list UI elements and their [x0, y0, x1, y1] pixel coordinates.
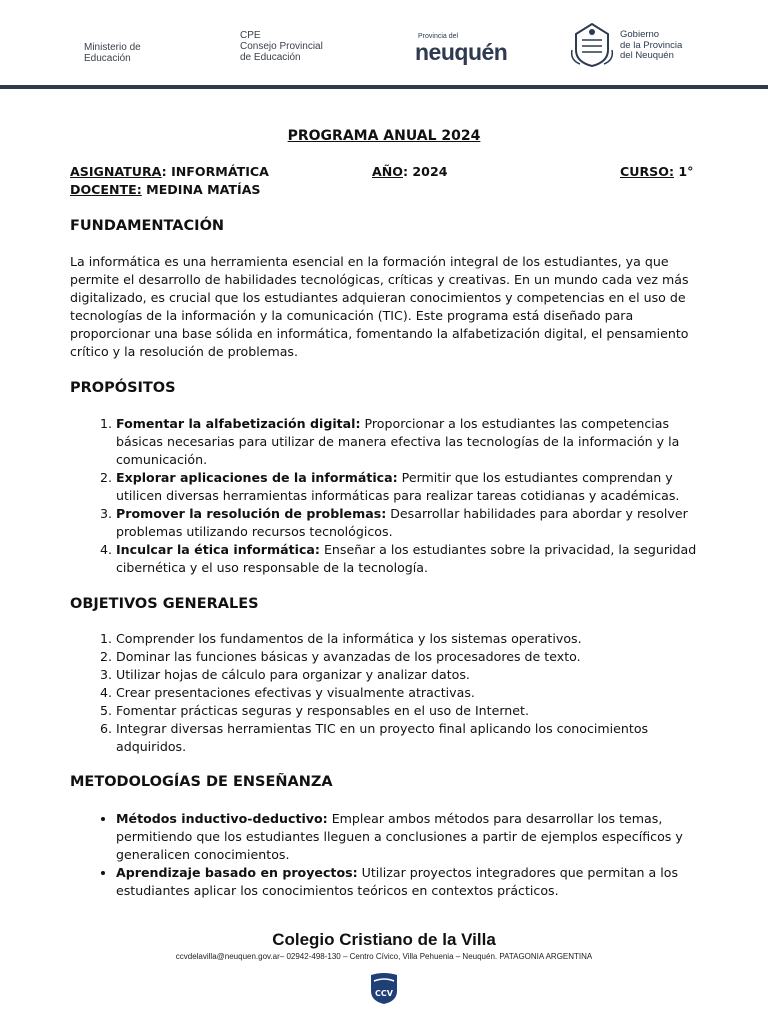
item-text: Proporcionar a los estudiantes las competencias básicas necesarias para utilizar de manera efectiva las tecnologías de la información y la comunicación.	[116, 416, 680, 467]
metodologias-list	[70, 810, 698, 900]
fundamentacion-heading: FUNDAMENTACIÓN	[70, 218, 225, 234]
ministerio-logo	[84, 42, 141, 64]
asignatura	[70, 163, 269, 181]
curso-label: CURSO:	[620, 164, 674, 179]
anio-label: AÑO	[372, 164, 403, 179]
propositos-list	[70, 415, 698, 577]
document-title: PROGRAMA ANUAL 2024	[287, 128, 481, 144]
anio-value: : 2024	[403, 164, 448, 179]
cpe-logo	[240, 30, 323, 63]
ministerio-line-2: Educación	[84, 53, 131, 64]
asignatura-value: : INFORMÁTICA	[161, 164, 269, 179]
shield-icon	[570, 20, 614, 68]
item-text: Desarrollar habilidades para abordar y resolver problemas utilizando recursos tecnológicos.	[116, 506, 688, 539]
school-name: Colegio Cristiano de la Villa	[272, 930, 496, 949]
curso	[620, 163, 693, 181]
item-text: Utilizar proyectos integradores que permitan a los estudiantes aplicar los conocimientos teóricos en contextos prácticos.	[116, 865, 679, 898]
school-contact: ccvdelavilla@neuquen.gov.ar– 02942-498-130 – Centro Cívico, Villa Pehuenia – Neuquén. PATAGONIA ARGENTINA	[175, 952, 593, 961]
item-title: Promover la resolución de problemas:	[116, 506, 387, 521]
cpe-line-1: Consejo Provincial	[240, 41, 323, 52]
docente-label: DOCENTE:	[70, 182, 142, 197]
objetivos-list	[70, 630, 698, 756]
asignatura-label: ASIGNATURA	[70, 164, 162, 179]
item-title: Métodos inductivo-deductivo:	[116, 811, 328, 826]
gobierno-line-2: de la Provincia	[620, 39, 683, 51]
neuquen-logo	[415, 33, 527, 67]
cpe-abbr: CPE	[240, 30, 261, 41]
page-header	[0, 0, 768, 86]
cpe-line-2: de Educación	[240, 52, 301, 63]
gobierno-line-3: del Neuquén	[620, 50, 674, 61]
item-text: Enseñar a los estudiantes sobre la privacidad, la seguridad cibernética y el uso responsable de la tecnología.	[116, 542, 697, 575]
list-item: 5. Fomentar prácticas seguras y responsables en el uso de Internet.	[116, 702, 698, 720]
crest-text: CCV	[375, 989, 393, 998]
gobierno-line-1: Gobierno	[620, 29, 660, 40]
list-item	[116, 864, 698, 900]
fundamentacion-text: La informática es una herramienta esencial en la formación integral de los estudiantes, ya que permite el desarrollo de habilidades tecnológicas, críticas y creativas. En un mundo cada vez más digitalizado, es crucial que los estudiantes adquieran conocimientos y competencias en el uso de tecnologías de la información y la comunicación (TIC). Este programa está diseñado para proporcionar una base sólida en informática, fomentando la alfabetización digital, el pensamiento crítico y la resolución de problemas.	[70, 254, 689, 359]
list-item: 2. Dominar las funciones básicas y avanzadas de los procesadores de texto.	[116, 648, 698, 666]
meta-row-2	[70, 181, 261, 199]
item-title: Inculcar la ética informática:	[116, 542, 320, 557]
list-item: 1. Comprender los fundamentos de la informática y los sistemas operativos.	[116, 630, 698, 648]
school-crest-icon	[368, 971, 400, 1005]
anio	[372, 163, 447, 181]
ministerio-line-1: Ministerio de	[84, 42, 141, 53]
item-text: Emplear ambos métodos para desarrollar los temas, permitiendo que los estudiantes lleguen a conclusiones a partir de ejemplos específicos y generalicen conocimientos.	[116, 811, 683, 862]
propositos-heading: PROPÓSITOS	[70, 380, 176, 396]
header-divider	[0, 85, 768, 89]
list-item	[116, 810, 698, 864]
neuquen-small-text: Provincia del	[418, 33, 459, 40]
gobierno-logo	[570, 20, 690, 68]
list-item	[116, 541, 698, 577]
list-item: 3. Utilizar hojas de cálculo para organizar y analizar datos.	[116, 666, 698, 684]
list-item	[116, 469, 698, 505]
list-item: 4. Crear presentaciones efectivas y visualmente atractivas.	[116, 684, 698, 702]
list-item	[116, 505, 698, 541]
item-title: Aprendizaje basado en proyectos:	[116, 865, 358, 880]
list-item	[116, 415, 698, 469]
list-item: 6. Integrar diversas herramientas TIC en un proyecto final aplicando los conocimientos adquiridos.	[116, 720, 698, 756]
curso-value: 1°	[673, 164, 694, 179]
metodologias-heading: METODOLOGÍAS DE ENSEÑANZA	[70, 774, 333, 790]
item-title: Explorar aplicaciones de la informática:	[116, 470, 398, 485]
item-title: Fomentar la alfabetización digital:	[116, 416, 361, 431]
neuquen-wordmark: neuquén	[415, 39, 508, 65]
objetivos-heading: OBJETIVOS GENERALES	[70, 596, 259, 612]
item-text: Permitir que los estudiantes comprendan y utilicen diversas herramientas informáticas para realizar tareas cotidianas y académicas.	[116, 470, 680, 503]
docente-value: MEDINA MATÍAS	[141, 182, 261, 197]
